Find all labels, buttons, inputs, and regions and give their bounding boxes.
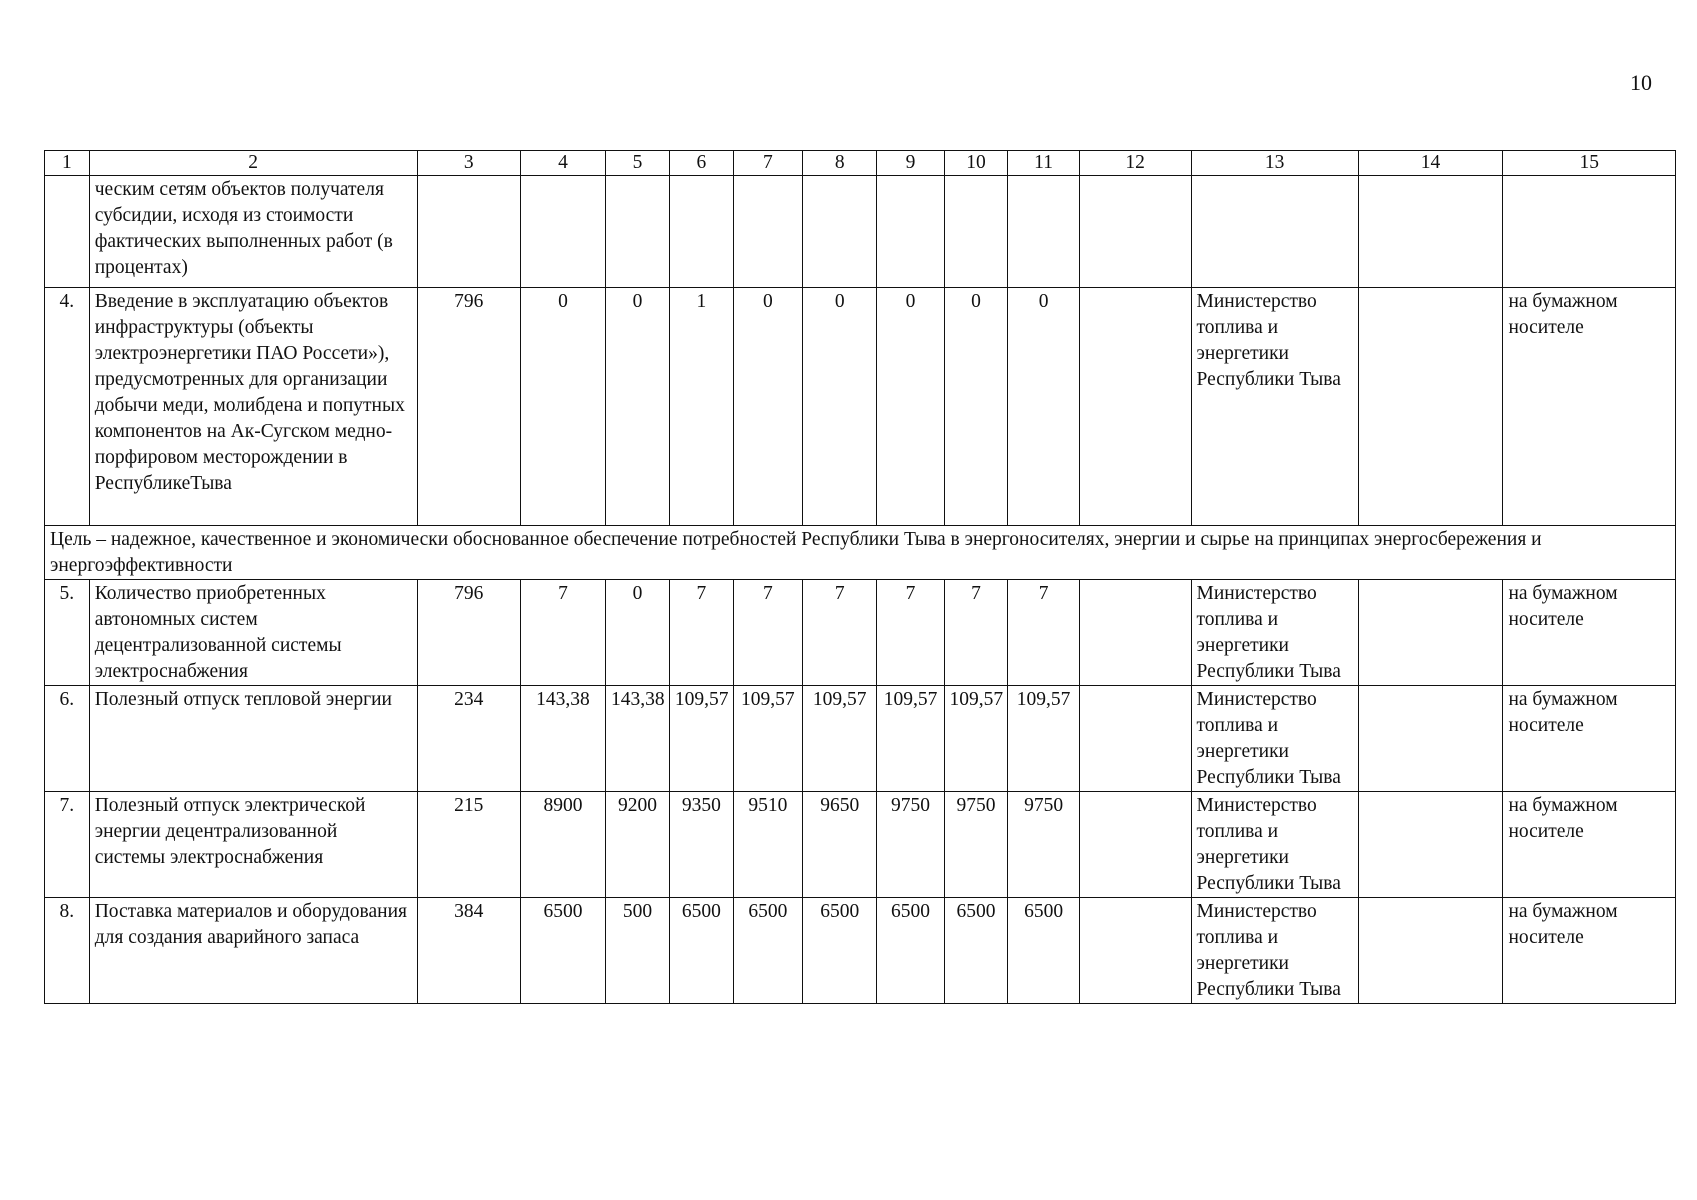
column-12-cell: [1079, 176, 1191, 288]
unit-code: 796: [417, 288, 520, 526]
value-col-6: 6500: [669, 898, 733, 1004]
value-col-9: 7: [877, 580, 944, 686]
value-col-7: 109,57: [733, 686, 802, 792]
goal-row: [45, 526, 1676, 580]
indicator-name: Поставка материалов и оборудования для создания аварийного запаса: [89, 898, 417, 1004]
value-col-10: 109,57: [944, 686, 1008, 792]
value-col-4: [520, 176, 605, 288]
header-cell: 1: [45, 151, 90, 176]
value-col-9: 109,57: [877, 686, 944, 792]
table-row: [45, 686, 1676, 792]
value-col-7: 6500: [733, 898, 802, 1004]
value-col-8: 9650: [802, 792, 877, 898]
column-12-cell: [1079, 580, 1191, 686]
responsible-body: Министерство топлива и энергетики Республики Тыва: [1191, 898, 1358, 1004]
unit-code: 234: [417, 686, 520, 792]
row-number: [45, 176, 90, 288]
row-number: 4.: [45, 288, 90, 526]
unit-code: 796: [417, 580, 520, 686]
unit-code: 384: [417, 898, 520, 1004]
table-row: [45, 580, 1676, 686]
value-col-10: 7: [944, 580, 1008, 686]
value-col-7: [733, 176, 802, 288]
value-col-11: 9750: [1008, 792, 1079, 898]
value-col-4: 8900: [520, 792, 605, 898]
report-form: [1503, 176, 1676, 288]
value-col-6: 1: [669, 288, 733, 526]
header-cell: 15: [1503, 151, 1676, 176]
value-col-5: 0: [606, 580, 670, 686]
value-col-9: [877, 176, 944, 288]
header-cell: 12: [1079, 151, 1191, 176]
value-col-11: 6500: [1008, 898, 1079, 1004]
responsible-body: Министерство топлива и энергетики Республики Тыва: [1191, 686, 1358, 792]
value-col-7: 0: [733, 288, 802, 526]
column-14-cell: [1358, 792, 1503, 898]
value-col-11: [1008, 176, 1079, 288]
column-14-cell: [1358, 580, 1503, 686]
value-col-6: 109,57: [669, 686, 733, 792]
column-12-cell: [1079, 288, 1191, 526]
header-row: [45, 151, 1676, 176]
header-cell: 2: [89, 151, 417, 176]
value-col-11: 0: [1008, 288, 1079, 526]
value-col-10: [944, 176, 1008, 288]
header-cell: 9: [877, 151, 944, 176]
unit-code: 215: [417, 792, 520, 898]
header-cell: 3: [417, 151, 520, 176]
value-col-4: 6500: [520, 898, 605, 1004]
table-row: [45, 898, 1676, 1004]
indicator-name: Введение в эксплуатацию объектов инфраструктуры (объекты электроэнергетики ПАО Россети»), предусмотренных для организации добычи меди, молибдена и попутных компонентов на Ак-Сугском медно-порфировом месторождении в РеспубликеТыва: [89, 288, 417, 526]
goal-text: Цель – надежное, качественное и экономически обоснованное обеспечение потребностей Республики Тыва в энергоносителях, энергии и сырье на принципах энергосбережения и энергоэффективности: [45, 526, 1676, 580]
value-col-7: 9510: [733, 792, 802, 898]
value-col-5: 0: [606, 288, 670, 526]
responsible-body: Министерство топлива и энергетики Республики Тыва: [1191, 288, 1358, 526]
value-col-9: 6500: [877, 898, 944, 1004]
report-form: на бумажном носителе: [1503, 288, 1676, 526]
column-14-cell: [1358, 898, 1503, 1004]
value-col-10: 9750: [944, 792, 1008, 898]
header-cell: 11: [1008, 151, 1079, 176]
value-col-8: [802, 176, 877, 288]
header-cell: 7: [733, 151, 802, 176]
header-cell: 4: [520, 151, 605, 176]
value-col-8: 6500: [802, 898, 877, 1004]
value-col-9: 0: [877, 288, 944, 526]
value-col-6: 9350: [669, 792, 733, 898]
value-col-4: 0: [520, 288, 605, 526]
report-form: на бумажном носителе: [1503, 898, 1676, 1004]
value-col-8: 109,57: [802, 686, 877, 792]
value-col-8: 7: [802, 580, 877, 686]
header-cell: 5: [606, 151, 670, 176]
value-col-9: 9750: [877, 792, 944, 898]
report-form: на бумажном носителе: [1503, 686, 1676, 792]
page-number: 10: [1630, 70, 1652, 95]
header-cell: 13: [1191, 151, 1358, 176]
value-col-5: 143,38: [606, 686, 670, 792]
responsible-body: Министерство топлива и энергетики Республики Тыва: [1191, 792, 1358, 898]
table-row: [45, 792, 1676, 898]
indicator-name: ческим сетям объектов получателя субсидии, исходя из стоимости фактических выполненных работ (в процентах): [89, 176, 417, 288]
indicators-table: [44, 150, 1676, 1004]
report-form: на бумажном носителе: [1503, 580, 1676, 686]
table-row: [45, 176, 1676, 288]
header-cell: 10: [944, 151, 1008, 176]
report-form: на бумажном носителе: [1503, 792, 1676, 898]
responsible-body: Министерство топлива и энергетики Республики Тыва: [1191, 580, 1358, 686]
value-col-5: [606, 176, 670, 288]
row-number: 7.: [45, 792, 90, 898]
value-col-4: 7: [520, 580, 605, 686]
column-14-cell: [1358, 288, 1503, 526]
header-cell: 14: [1358, 151, 1503, 176]
header-cell: 8: [802, 151, 877, 176]
column-12-cell: [1079, 686, 1191, 792]
value-col-5: 500: [606, 898, 670, 1004]
row-number: 8.: [45, 898, 90, 1004]
value-col-8: 0: [802, 288, 877, 526]
row-number: 6.: [45, 686, 90, 792]
value-col-7: 7: [733, 580, 802, 686]
column-14-cell: [1358, 176, 1503, 288]
header-cell: 6: [669, 151, 733, 176]
value-col-4: 143,38: [520, 686, 605, 792]
value-col-5: 9200: [606, 792, 670, 898]
indicator-name: Количество приобретенных автономных систем децентрализованной системы электроснабжения: [89, 580, 417, 686]
column-12-cell: [1079, 792, 1191, 898]
row-number: 5.: [45, 580, 90, 686]
table-row: [45, 288, 1676, 526]
value-col-11: 109,57: [1008, 686, 1079, 792]
value-col-10: 6500: [944, 898, 1008, 1004]
indicator-name: Полезный отпуск тепловой энергии: [89, 686, 417, 792]
value-col-6: 7: [669, 580, 733, 686]
indicator-name: Полезный отпуск электрической энергии децентрализованной системы электроснабжения: [89, 792, 417, 898]
column-12-cell: [1079, 898, 1191, 1004]
value-col-11: 7: [1008, 580, 1079, 686]
value-col-6: [669, 176, 733, 288]
responsible-body: [1191, 176, 1358, 288]
value-col-10: 0: [944, 288, 1008, 526]
column-14-cell: [1358, 686, 1503, 792]
unit-code: [417, 176, 520, 288]
